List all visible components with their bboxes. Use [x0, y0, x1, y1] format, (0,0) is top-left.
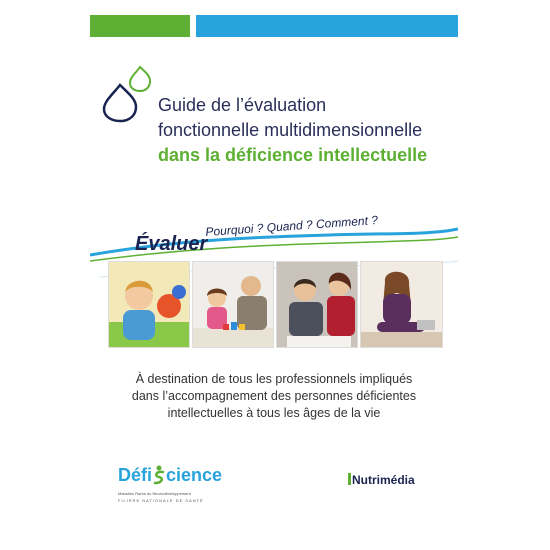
teen-with-adult-writing-photo [276, 261, 358, 348]
drop-logo-icon [100, 63, 156, 123]
description-line-3: intellectuelles à tous les âges de la vie [167, 406, 381, 420]
title-line-1: Guide de l’évaluation [158, 95, 327, 115]
photo-strip [108, 261, 443, 348]
nutrimedia-mark-icon [348, 473, 351, 485]
description-line-1: À destination de tous les professionnels impliqués [135, 372, 413, 386]
blue-top-bar [196, 15, 458, 37]
defiscience-part1: Défi [118, 465, 153, 485]
title-line-2: fonctionnelle multidimensionnelle [158, 120, 423, 140]
defiscience-logo [118, 461, 223, 511]
nutrimedia-logo [348, 473, 415, 487]
publisher-name: Nutrimédia [352, 473, 415, 487]
book-cover [90, 15, 458, 520]
evaluer-heading: Évaluer [135, 233, 208, 255]
defiscience-subtitle-2: FILIÈRE NATIONALE DE SANTÉ [118, 498, 204, 503]
defiscience-subtitle: Maladies Rares du Neurodéveloppement [118, 491, 191, 496]
defiscience-part2: cience [166, 465, 223, 485]
defiscience-s-figure-icon [152, 465, 166, 485]
green-top-bar [90, 15, 190, 37]
title-line-3: dans la déficience intellectuelle [158, 145, 428, 165]
child-with-adult-blocks-photo [192, 261, 274, 348]
questions-text: Pourquoi ? Quand ? Comment ? [205, 212, 379, 239]
audience-description [90, 371, 458, 422]
guide-title [158, 93, 458, 168]
young-woman-sitting-photo [360, 261, 443, 348]
description-line-2: dans l’accompagnement des personnes déficientes [131, 389, 417, 403]
child-with-toy-photo [108, 261, 190, 348]
